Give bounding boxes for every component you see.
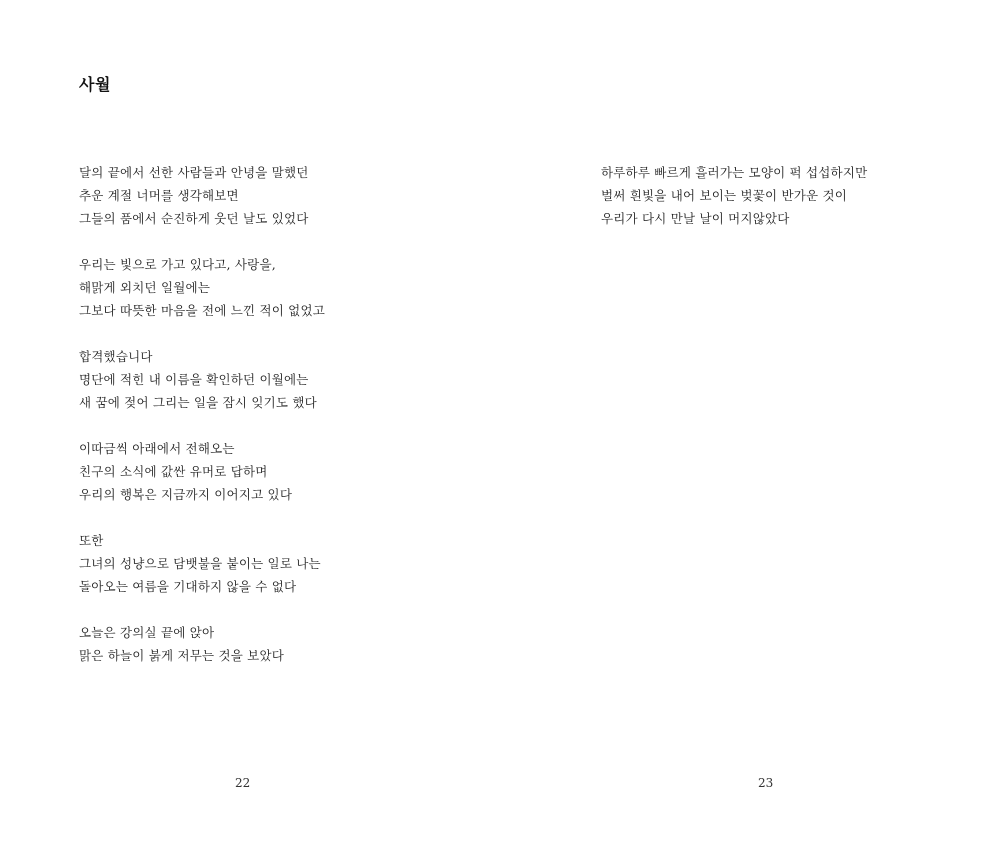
stanza <box>79 345 479 414</box>
poem-line: 명단에 적힌 내 이름을 확인하던 이월에는 <box>79 372 309 387</box>
poem-line: 맑은 하늘이 붉게 저무는 것을 보았다 <box>79 648 284 663</box>
stanza <box>79 437 479 506</box>
stanza <box>79 161 479 230</box>
poem-title: 사월 <box>79 75 111 94</box>
poem-line: 새 꿈에 젖어 그리는 일을 잠시 잊기도 했다 <box>79 395 317 410</box>
poem-line: 친구의 소식에 값싼 유머로 답하며 <box>79 464 268 479</box>
poem-line: 그녀의 성냥으로 담뱃불을 붙이는 일로 나는 <box>79 556 321 571</box>
poem-line: 우리가 다시 만날 날이 머지않았다 <box>601 211 790 226</box>
stanza <box>79 621 479 667</box>
page-number: 22 <box>235 776 251 790</box>
poem-body <box>601 161 1000 253</box>
poem-line: 이따금씩 아래에서 전해오는 <box>79 441 235 456</box>
poem-line: 그들의 품에서 순진하게 웃던 날도 있었다 <box>79 211 309 226</box>
poem-line: 돌아오는 여름을 기대하지 않을 수 없다 <box>79 579 297 594</box>
poem-line: 그보다 따뜻한 마음을 전에 느낀 적이 없었고 <box>79 303 325 318</box>
poem-line: 또한 <box>79 533 104 548</box>
poem-line: 하루하루 빠르게 흘러가는 모양이 퍽 섭섭하지만 <box>601 165 868 180</box>
stanza <box>79 253 479 322</box>
poem-line: 우리의 행복은 지금까지 이어지고 있다 <box>79 487 293 502</box>
right-page <box>500 0 1000 861</box>
poem-line: 우리는 빛으로 가고 있다고, 사랑을, <box>79 257 276 272</box>
page-number: 23 <box>758 776 774 790</box>
poem-line: 합격했습니다 <box>79 349 153 364</box>
poem-line: 추운 계절 너머를 생각해보면 <box>79 188 239 203</box>
stanza <box>79 529 479 598</box>
poem-line: 해맑게 외치던 일월에는 <box>79 280 211 295</box>
stanza <box>601 161 1000 230</box>
poem-body <box>79 161 479 690</box>
poem-line: 오늘은 강의실 끝에 앉아 <box>79 625 215 640</box>
poem-line: 달의 끝에서 선한 사람들과 안녕을 말했던 <box>79 165 309 180</box>
poem-line: 벌써 흰빛을 내어 보이는 벚꽃이 반가운 것이 <box>601 188 847 203</box>
